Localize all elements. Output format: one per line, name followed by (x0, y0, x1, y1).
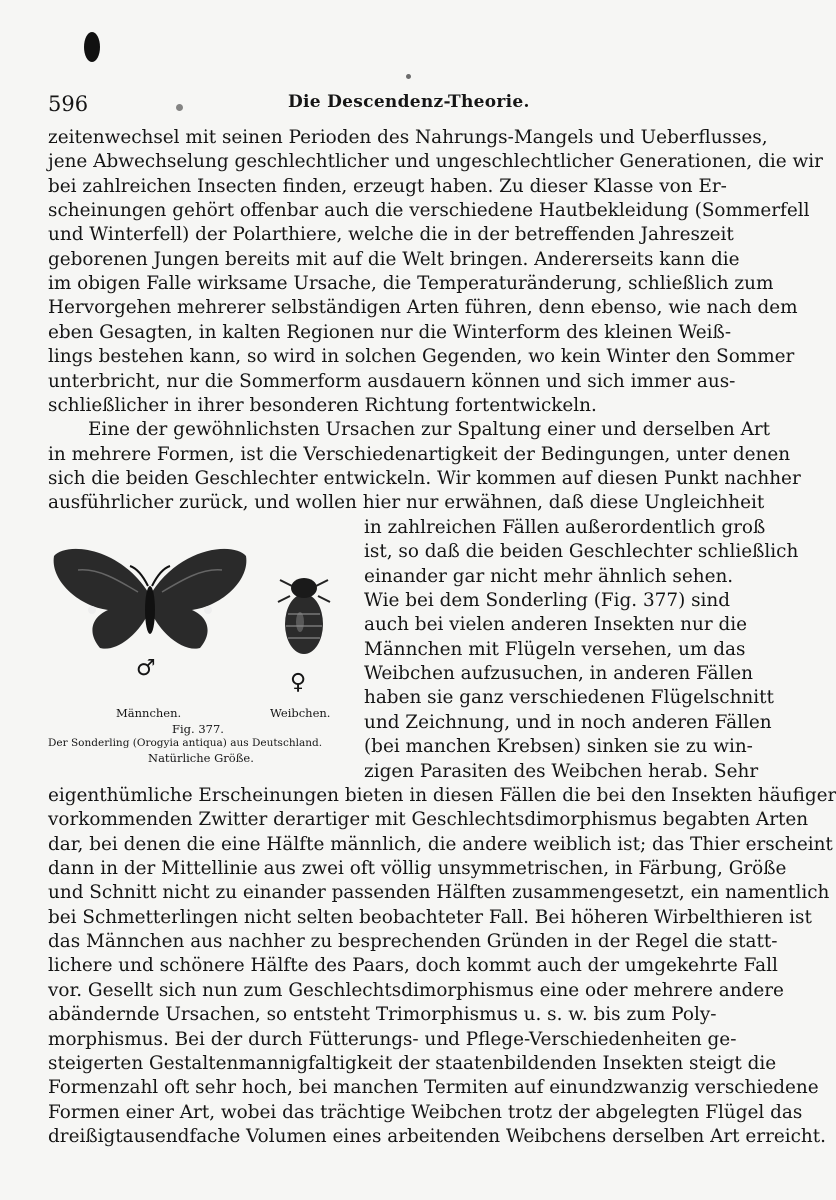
text-line: zigen Parasiten des Weibchen herab. Sehr (364, 760, 759, 782)
text-line: Weibchen aufzusuchen, in anderen Fällen (364, 663, 754, 685)
page-number: 596 (48, 92, 89, 116)
text-line: eigenthümliche Erscheinungen bieten in diesen Fällen die bei den Insekten häufiger (48, 785, 836, 806)
text-line: bei zahlreichen Insecten finden, erzeugt haben. Zu dieser Klasse von Er- (48, 175, 727, 197)
text-line: morphismus. Bei der durch Fütterungs- und Pflege-Verschiedenheiten ge- (48, 1028, 737, 1050)
running-head: Die Descendenz-Theorie. (288, 92, 530, 112)
text-line: in mehrere Formen, ist die Verschiedenartigkeit der Bedingungen, unter denen (48, 443, 791, 465)
text-line: lichere und schönere Hälfte des Paars, doch kommt auch der umgekehrte Fall (48, 955, 778, 977)
text-line: dreißigtausendfache Volumen eines arbeitenden Weibchens derselben Art erreicht. (48, 1125, 826, 1147)
text-line: lings bestehen kann, so wird in solchen Gegenden, wo kein Winter den Sommer (48, 346, 795, 368)
text-line: ist, so daß die beiden Geschlechter schließlich (364, 541, 799, 563)
text-line: abändernde Ursachen, so entsteht Trimorphismus u. s. w. bis zum Poly- (48, 1004, 717, 1026)
text-line: im obigen Falle wirksame Ursache, die Temperaturänderung, schließlich zum (48, 273, 774, 295)
text-line: auch bei vielen anderen Insekten nur die (364, 614, 748, 636)
text-line: sich die beiden Geschlechter entwickeln. Wir kommen auf diesen Punkt nachher (48, 467, 801, 489)
ink-blot (84, 32, 100, 62)
text-line: Hervorgehen mehrerer selbständigen Arten führen, denn ebenso, wie nach dem (48, 297, 798, 319)
page-header (48, 90, 715, 120)
male-moth-icon (54, 549, 247, 649)
text-line: dar, bei denen die eine Hälfte männlich, die andere weiblich ist; das Thier erscheint (48, 833, 833, 855)
text-line: jene Abwechselung geschlechtlicher und ungeschlechtlicher Generationen, die wir (48, 151, 823, 173)
text-line: Wie bei dem Sonderling (Fig. 377) sind (364, 590, 731, 612)
text-line: bei Schmetterlingen nicht selten beobachteter Fall. Bei höheren Wirbelthieren ist (48, 906, 812, 928)
figure-illustration (48, 540, 356, 690)
male-label: Männchen. (116, 706, 182, 720)
text-line: scheinungen gehört offenbar auch die verschiedene Hautbekleidung (Sommerfell (48, 200, 810, 222)
female-moth-icon (278, 578, 330, 654)
text-line: unterbricht, nur die Sommerform ausdauern können und sich immer aus- (48, 370, 736, 392)
text-line: (bei manchen Krebsen) sinken sie zu win- (364, 736, 753, 758)
text-line: vorkommenden Zwitter derartiger mit Geschlechtsdimorphismus begabten Arten (48, 809, 809, 831)
text-line: und Zeichnung, und in noch anderen Fällen (364, 711, 772, 733)
text-line: eben Gesagten, in kalten Regionen nur die Winterform des kleinen Weiß- (48, 321, 732, 343)
figure-caption-size: Natürliche Größe. (148, 751, 254, 765)
text-line: und Winterfell) der Polarthiere, welche die in der betreffenden Jahreszeit (48, 224, 734, 246)
text-line: haben sie ganz verschiedenen Flügelschnitt (364, 687, 774, 709)
text-line: dann in der Mittellinie aus zwei oft völlig unsymmetrischen, in Färbung, Größe (48, 858, 787, 880)
text-line: Eine der gewöhnlichsten Ursachen zur Spaltung einer und derselben Art (88, 419, 771, 441)
text-line: Formen einer Art, wobei das trächtige Weibchen trotz der abgelegten Flügel das (48, 1101, 803, 1123)
text-line: schließlicher in ihrer besonderen Richtung fortentwickeln. (48, 394, 597, 416)
male-symbol: ♂ (136, 656, 156, 681)
text-line: zeitenwechsel mit seinen Perioden des Nahrungs-Mangels und Ueberflusses, (48, 127, 768, 148)
text-line: einander gar nicht mehr ähnlich sehen. (364, 565, 734, 587)
ink-spot (406, 74, 411, 79)
text-line: Formenzahl oft sehr hoch, bei manchen Termiten auf einundzwanzig verschiedene (48, 1077, 819, 1099)
text-line: in zahlreichen Fällen außerordentlich groß (364, 517, 766, 538)
text-line: und Schnitt nicht zu einander passenden Hälften zusammengesetzt, ein namentlich (48, 882, 830, 904)
female-symbol: ♀ (290, 670, 307, 695)
text-line: Männchen mit Flügeln versehen, um das (364, 638, 746, 660)
text-line: vor. Gesellt sich nun zum Geschlechtsdimorphismus eine oder mehrere andere (48, 979, 784, 1001)
female-label: Weibchen. (270, 706, 331, 720)
figure-377 (48, 540, 356, 770)
text-line: ausführlicher zurück, und wollen hier nur erwähnen, daß diese Ungleichheit (48, 492, 765, 514)
figure-caption: Der Sonderling (Orogyia antiqua) aus Deutschland. (48, 737, 323, 749)
figure-number: Fig. 377. (172, 722, 224, 736)
text-line: das Männchen aus nachher zu besprechenden Gründen in der Regel die statt- (48, 931, 778, 953)
text-line: geborenen Jungen bereits mit auf die Welt bringen. Andererseits kann die (48, 248, 740, 270)
text-line: steigerten Gestaltenmannigfaltigkeit der staatenbildenden Insekten steigt die (48, 1052, 777, 1074)
